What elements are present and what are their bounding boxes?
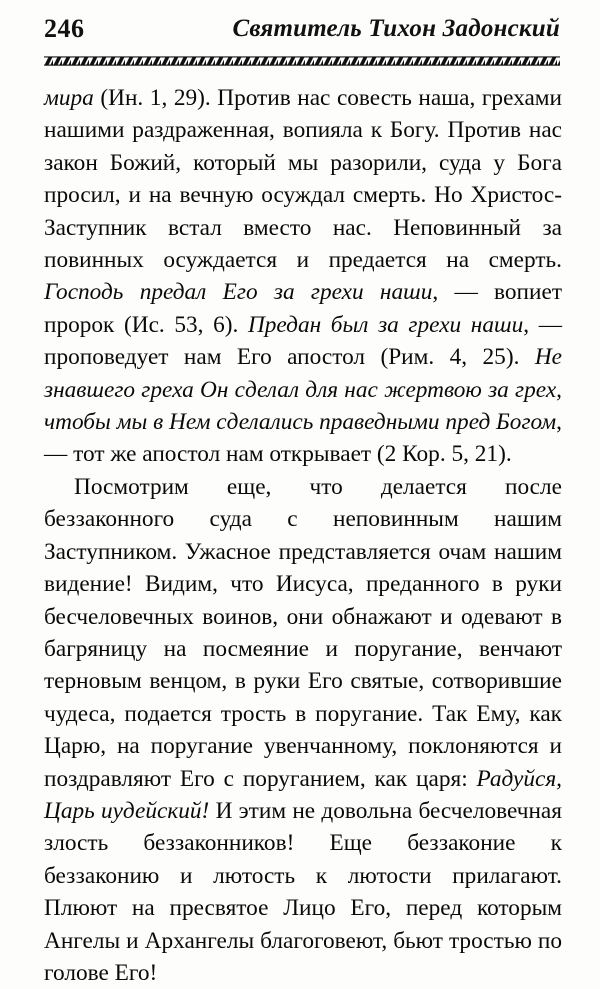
page-body: [44, 82, 562, 989]
running-title: Святитель Тихон Задонский: [232, 15, 560, 42]
paragraph-para-1: [44, 82, 562, 471]
page-number: 246: [44, 14, 85, 43]
scripture-quote: Господь предал Его за грехи наши: [44, 279, 433, 306]
running-head: [44, 16, 560, 50]
scripture-quote: Предан был за грехи наши: [247, 311, 524, 338]
text-run: (Ин. 1, 29). Против нас совесть наша, грехами нашими раздраженная, вопияла к Богу. Против нас закон Божий, который мы разорили, суда у Бога просил, и на вечную осуждал смерть. Но Христос-Заступник встал вместо нас. Неповинный за повинных осуждается и предается на смерть.: [44, 85, 562, 274]
paragraph-para-2: [44, 471, 562, 989]
scripture-quote: мира: [44, 85, 101, 111]
scripture-quote: Не знавшего греха Он сделал для нас жертвою за грех, чтобы мы в Нем сделались праведными пред Богом: [44, 344, 562, 436]
braided-rope-divider-icon: [44, 56, 560, 66]
text-run: , — тот же апостол нам открывает (2 Кор. 5, 21).: [44, 409, 562, 468]
text-run: , — вопиет пророк (Ис. 53, 6).: [44, 279, 563, 338]
text-run: , — проповедует нам Его апостол (Рим. 4, 25).: [44, 311, 562, 371]
text-run: И этим не довольна бесчеловечная злость беззаконников! Еще беззаконие к беззаконию и лютость к лютости прилагают. Плюют на пресвятое Лицо Его, перед которым Ангелы и Архангелы благоговеют, бьют тростью по голове Его!: [44, 797, 562, 986]
scripture-quote: Радуйся, Царь иудейский!: [44, 765, 562, 824]
text-run: Посмотрим еще, что делается после беззаконного суда с неповинным нашим Заступником. Ужасное представляется очам нашим видение! Видим, что Иисуса, преданного в руки бесчеловечных воинов, они обнажают и одевают в багряницу на посмеяние и поругание, венчают терновым венцом, в руки Его святые, сотворившие чудеса, подается трость в поругание. Так Ему, как Царю, на поругание увенчанному, поклоняются и поздравляют Его с поруганием, как царя:: [44, 473, 562, 792]
